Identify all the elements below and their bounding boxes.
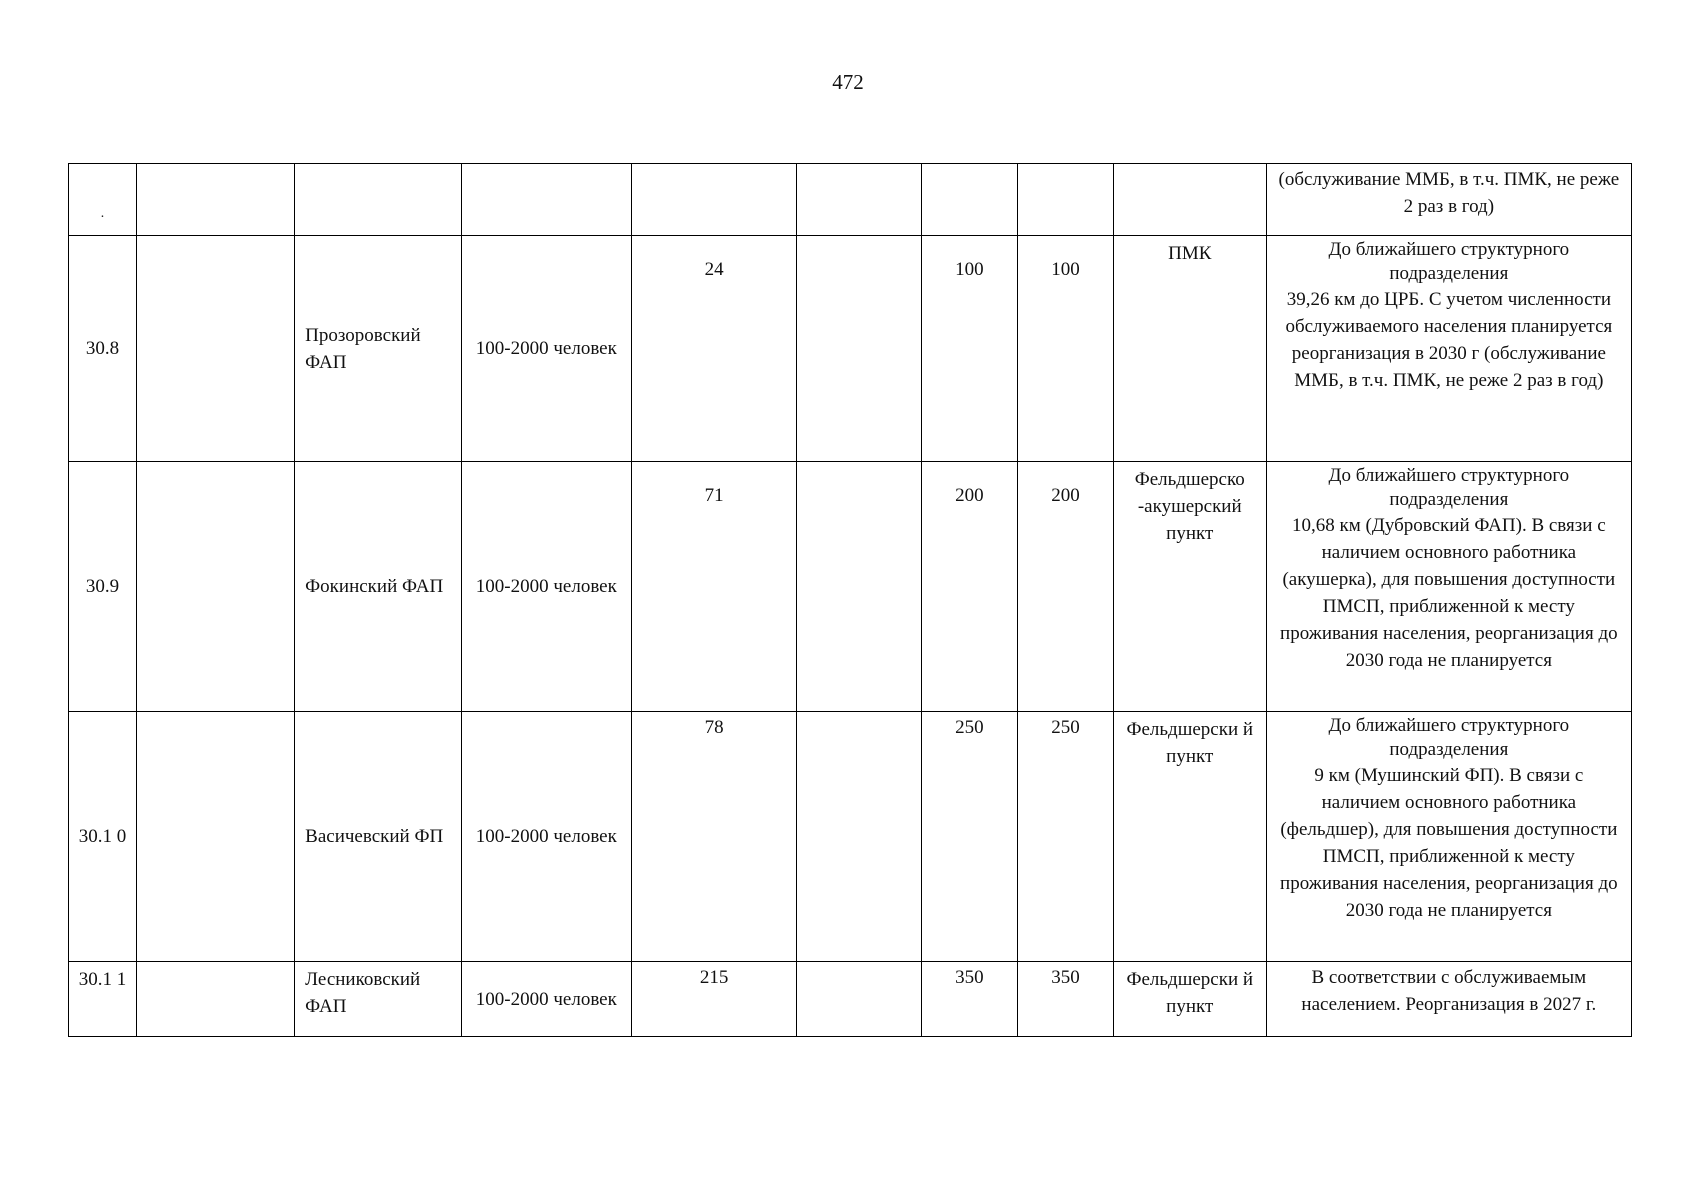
cell-value-2 — [797, 462, 921, 712]
table-row — [69, 712, 1632, 962]
cell-value-4: 250 — [1018, 712, 1114, 962]
cell-note: (обслуживание ММБ, в т.ч. ПМК, не реже 2 раз в год) — [1266, 164, 1631, 236]
cell-note — [1266, 236, 1631, 462]
cell-value-4: 100 — [1018, 236, 1114, 462]
cell-value-3: 100 — [921, 236, 1018, 462]
table-row-continuation — [69, 164, 1632, 236]
cell-note — [1266, 712, 1631, 962]
cell-facility-type: Фельдшерско -акушерский пункт — [1113, 462, 1266, 712]
cell-facility-type: Фельдшерски й пункт — [1113, 712, 1266, 962]
cell-note — [1266, 962, 1631, 1037]
cell-population: 100-2000 человек — [461, 712, 631, 962]
note-body: 10,68 км (Дубровский ФАП). В связи с наличием основного работника (акушерка), для повышения доступности ПМСП, приближенной к месту проживания населения, реорганизация до 2030 года не планируется — [1280, 515, 1618, 671]
cell-facility-name: Лесниковский ФАП — [295, 962, 462, 1037]
cell-value-3: 250 — [921, 712, 1018, 962]
cell-facility-type: ПМК — [1113, 236, 1266, 462]
cell-value-3: 350 — [921, 962, 1018, 1037]
cell-value-1: 78 — [631, 712, 797, 962]
note-body: 39,26 км до ЦРБ. С учетом численности обслуживаемого населения планируется реорганизация в 2030 г (обслуживание ММБ, в т.ч. ПМК, не реже 2 раз в год) — [1285, 289, 1613, 391]
cell-population: 100-2000 человек — [461, 462, 631, 712]
cell-value-1: 215 — [631, 962, 797, 1037]
cell-population: 100-2000 человек — [461, 962, 631, 1037]
cell-value-2 — [797, 962, 921, 1037]
cell-value-2 — [797, 712, 921, 962]
cell-value-1: 24 — [631, 236, 797, 462]
table-row — [69, 962, 1632, 1037]
cell-note — [1266, 462, 1631, 712]
cell-mark: · — [69, 164, 137, 236]
table-row — [69, 462, 1632, 712]
cell-value-1: 71 — [631, 462, 797, 712]
cell-value-3: 200 — [921, 462, 1018, 712]
cell-facility-name: Васичевский ФП — [295, 712, 462, 962]
cell-facility-name: Прозоровский ФАП — [295, 236, 462, 462]
cell-value-2 — [797, 236, 921, 462]
table-row — [69, 236, 1632, 462]
cell-facility-type: Фельдшерски й пункт — [1113, 962, 1266, 1037]
page-number: 472 — [832, 70, 864, 94]
facilities-table — [68, 163, 1632, 1037]
cell-value-4: 350 — [1018, 962, 1114, 1037]
note-body: В соответствии с обслуживаемым населением. Реорганизация в 2027 г. — [1301, 967, 1597, 1015]
cell-facility-name: Фокинский ФАП — [295, 462, 462, 712]
cell-number: 30.1 0 — [69, 712, 137, 962]
cell-number: 30.8 — [69, 236, 137, 462]
cell-number: 30.1 1 — [69, 962, 137, 1037]
note-heading: До ближайшего структурного подразделения — [1328, 465, 1570, 510]
note-heading: До ближайшего структурного подразделения — [1328, 715, 1570, 760]
note-heading: До ближайшего структурного подразделения — [1328, 239, 1570, 284]
cell-value-4: 200 — [1018, 462, 1114, 712]
cell-population: 100-2000 человек — [461, 236, 631, 462]
note-body: 9 км (Мушинский ФП). В связи с наличием основного работника (фельдшер), для повышения доступности ПМСП, приближенной к месту проживания населения, реорганизация до 2030 года не планируется — [1280, 765, 1618, 921]
cell-number: 30.9 — [69, 462, 137, 712]
